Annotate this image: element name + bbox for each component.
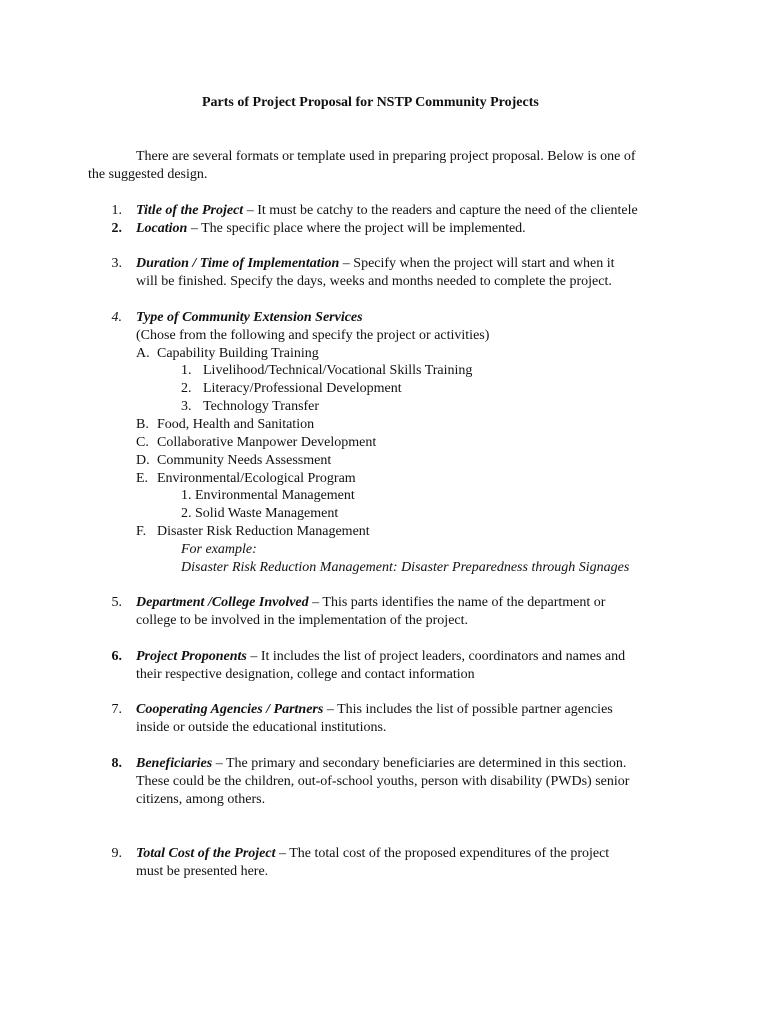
item-8-line-2: These could be the children, out-of-school youths, person with disability (PWDs) senior xyxy=(136,774,630,789)
item-4-subtitle: (Chose from the following and specify the project or activities) xyxy=(136,328,490,343)
intro-line-1: There are several formats or template used in preparing project proposal. Below is one of xyxy=(136,149,636,164)
item-6-line-2: their respective designation, college and contact information xyxy=(136,667,475,682)
option-a-sub-1-number: 1. xyxy=(181,363,192,378)
option-c-letter: C. xyxy=(136,435,149,450)
item-3-line-1 xyxy=(136,255,615,273)
example-label: For example: xyxy=(181,542,257,557)
item-7-line-1 xyxy=(136,701,613,719)
item-5-number: 5. xyxy=(111,595,122,610)
example-text: Disaster Risk Reduction Management: Disaster Preparedness through Signages xyxy=(181,560,630,575)
item-2-number: 2. xyxy=(111,221,122,236)
item-3-number: 3. xyxy=(111,256,122,271)
item-9-number: 9. xyxy=(111,846,122,861)
item-8-line-3: citizens, among others. xyxy=(136,792,266,807)
item-5-line-1 xyxy=(136,594,605,612)
item-4-term: Type of Community Extension Services xyxy=(136,310,363,325)
item-9-line-2: must be presented here. xyxy=(136,864,269,879)
item-8-number: 8. xyxy=(111,756,122,771)
item-2-line xyxy=(136,220,526,238)
item-2-term: Location xyxy=(136,221,188,236)
item-3-text-1: – Specify when the project will start and when it xyxy=(339,256,615,271)
item-9-text-1: – The total cost of the proposed expenditures of the project xyxy=(275,846,610,861)
item-7-number: 7. xyxy=(111,702,122,717)
item-5-text-1: – This parts identifies the name of the department or xyxy=(308,595,606,610)
option-a-sub-2-number: 2. xyxy=(181,381,192,396)
item-1-term: Title of the Project xyxy=(136,203,244,218)
item-2-text: – The specific place where the project will be implemented. xyxy=(187,221,526,236)
item-8-text-1: – The primary and secondary beneficiaries are determined in this section. xyxy=(212,756,627,771)
item-6-line-1 xyxy=(136,648,625,666)
item-1-line xyxy=(136,202,638,220)
item-1-number: 1. xyxy=(111,203,122,218)
item-8-line-1 xyxy=(136,755,626,773)
option-f-label: Disaster Risk Reduction Management xyxy=(157,524,370,539)
option-a-label: Capability Building Training xyxy=(157,346,319,361)
option-a-sub-3-number: 3. xyxy=(181,399,192,414)
option-e-label: Environmental/Ecological Program xyxy=(157,471,356,486)
option-e-letter: E. xyxy=(136,471,149,486)
option-a-sub-2-label: Literacy/Professional Development xyxy=(203,381,402,396)
item-5-term: Department /College Involved xyxy=(136,595,309,610)
item-6-number: 6. xyxy=(111,649,122,664)
option-a-sub-3-label: Technology Transfer xyxy=(203,399,320,414)
option-c-label: Collaborative Manpower Development xyxy=(157,435,377,450)
item-7-line-2: inside or outside the educational institutions. xyxy=(136,720,387,735)
item-7-text-1: – This includes the list of possible partner agencies xyxy=(323,702,613,717)
option-a-sub-1-label: Livelihood/Technical/Vocational Skills Training xyxy=(203,363,473,378)
item-9-line-1 xyxy=(136,845,609,863)
option-b-letter: B. xyxy=(136,417,149,432)
item-3-term: Duration / Time of Implementation xyxy=(136,256,340,271)
item-5-line-2: college to be involved in the implementation of the project. xyxy=(136,613,469,628)
item-3-line-2: will be finished. Specify the days, weeks and months needed to complete the project. xyxy=(136,274,612,289)
item-6-term: Project Proponents xyxy=(136,649,247,664)
option-e-sub-2: 2. Solid Waste Management xyxy=(181,506,339,521)
option-e-sub-1: 1. Environmental Management xyxy=(181,488,355,503)
option-a-letter: A. xyxy=(136,346,150,361)
intro-line-2: the suggested design. xyxy=(88,167,208,182)
option-b-label: Food, Health and Sanitation xyxy=(157,417,315,432)
item-6-text-1: – It includes the list of project leaders, coordinators and names and xyxy=(246,649,626,664)
item-4-number: 4. xyxy=(111,310,122,325)
option-d-letter: D. xyxy=(136,453,150,468)
option-f-letter: F. xyxy=(136,524,147,539)
option-d-label: Community Needs Assessment xyxy=(157,453,332,468)
item-7-term: Cooperating Agencies / Partners xyxy=(136,702,324,717)
page-title: Parts of Project Proposal for NSTP Community Projects xyxy=(202,95,539,110)
item-1-text: – It must be catchy to the readers and capture the need of the clientele xyxy=(243,203,638,218)
item-8-term: Beneficiaries xyxy=(136,756,213,771)
item-9-term: Total Cost of the Project xyxy=(136,846,276,861)
